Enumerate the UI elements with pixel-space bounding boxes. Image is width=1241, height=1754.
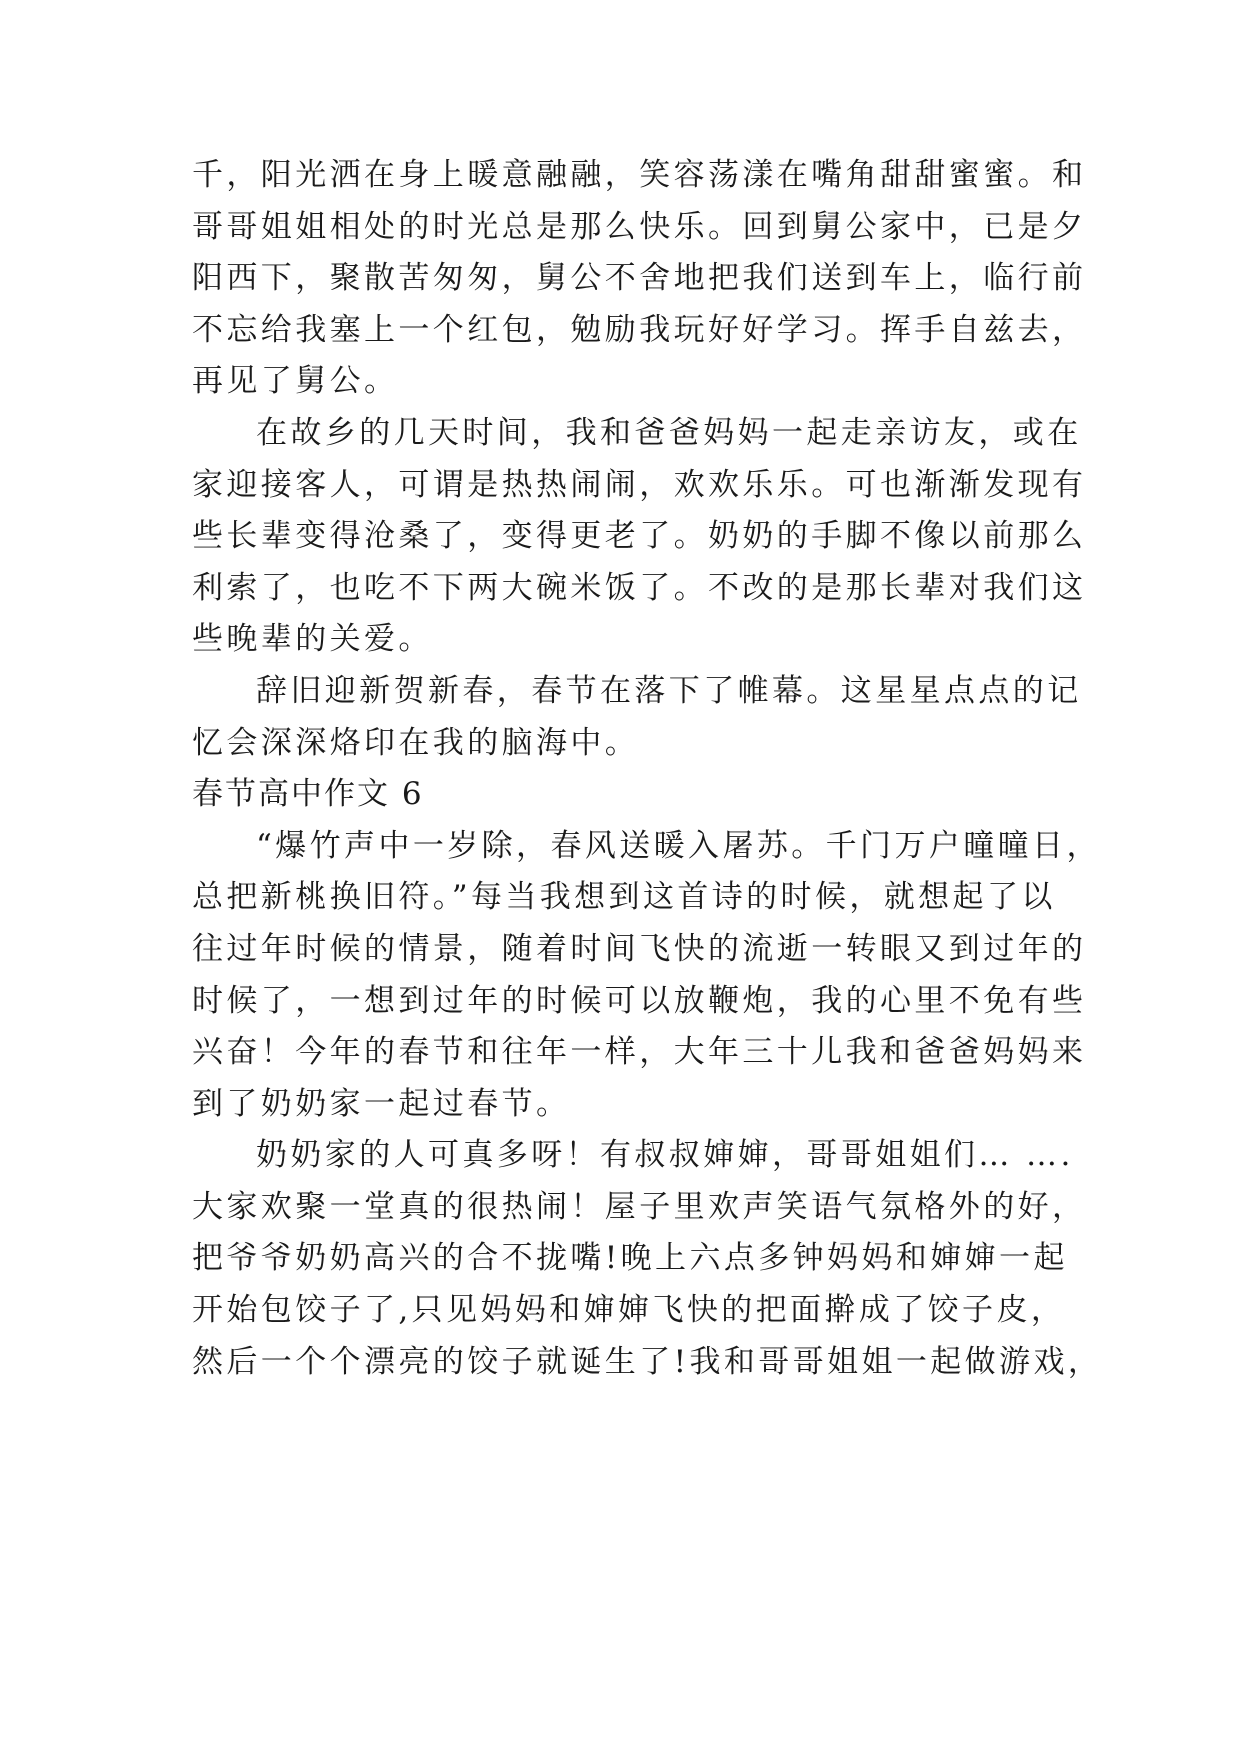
- text-line: 往过年时候的情景，随着时间飞快的流逝一转眼又到过年的: [192, 930, 1087, 967]
- section-heading: 春节高中作文 6: [192, 776, 424, 813]
- document-body: [192, 150, 1103, 1388]
- text-line: 开始包饺子了,只见妈妈和婶婶飞快的把面擀成了饺子皮，: [192, 1292, 1066, 1329]
- text-line: 然后一个个漂亮的饺子就诞生了!我和哥哥姐姐一起做游戏，: [192, 1343, 1103, 1380]
- text-line: 家迎接客人，可谓是热热闹闹，欢欢乐乐。可也渐渐发现有: [192, 466, 1087, 503]
- text-line: 到了奶奶家一起过春节。: [192, 1085, 571, 1122]
- paragraph-start-line: “爆竹声中一岁除，春风送暖入屠苏。千门万户曈曈日，: [256, 827, 1101, 864]
- text-line: 忆会深深烙印在我的脑海中。: [192, 724, 640, 761]
- text-line: 不忘给我塞上一个红包，勉励我玩好好学习。挥手自兹去，: [192, 311, 1087, 348]
- text-line: 些长辈变得沧桑了，变得更老了。奶奶的手脚不像以前那么: [192, 518, 1087, 555]
- paragraph-start-line: 在故乡的几天时间，我和爸爸妈妈一起走亲访友，或在: [256, 414, 1082, 451]
- text-line: 千，阳光洒在身上暖意融融，笑容荡漾在嘴角甜甜蜜蜜。和: [192, 157, 1087, 193]
- text-line: 时候了，一想到过年的时候可以放鞭炮，我的心里不免有些: [192, 982, 1087, 1019]
- text-line: 再见了舅公。: [192, 363, 399, 400]
- text-line: 利索了，也吃不下两大碗米饭了。不改的是那长辈对我们这: [192, 569, 1087, 606]
- text-line: 大家欢聚一堂真的很热闹！屋子里欢声笑语气氛格外的好，: [192, 1188, 1087, 1225]
- text-line: 把爷爷奶奶高兴的合不拢嘴!晚上六点多钟妈妈和婶婶一起: [192, 1240, 1068, 1277]
- text-line: 些晚辈的关爱。: [192, 621, 433, 658]
- paragraph-start-line: 辞旧迎新贺新春，春节在落下了帷幕。这星星点点的记: [256, 672, 1082, 709]
- text-line: 兴奋！今年的春节和往年一样，大年三十儿我和爸爸妈妈来: [192, 1034, 1087, 1071]
- paragraph-start-line: 奶奶家的人可真多呀！有叔叔婶婶，哥哥姐姐们… ….: [256, 1137, 1074, 1174]
- text-line: 阳西下，聚散苦匆匆，舅公不舍地把我们送到车上，临行前: [192, 260, 1087, 297]
- text-line: 哥哥姐姐相处的时光总是那么快乐。回到舅公家中，已是夕: [192, 208, 1087, 245]
- text-line: 总把新桃换旧符。”每当我想到这首诗的时候，就想起了以: [192, 879, 1056, 916]
